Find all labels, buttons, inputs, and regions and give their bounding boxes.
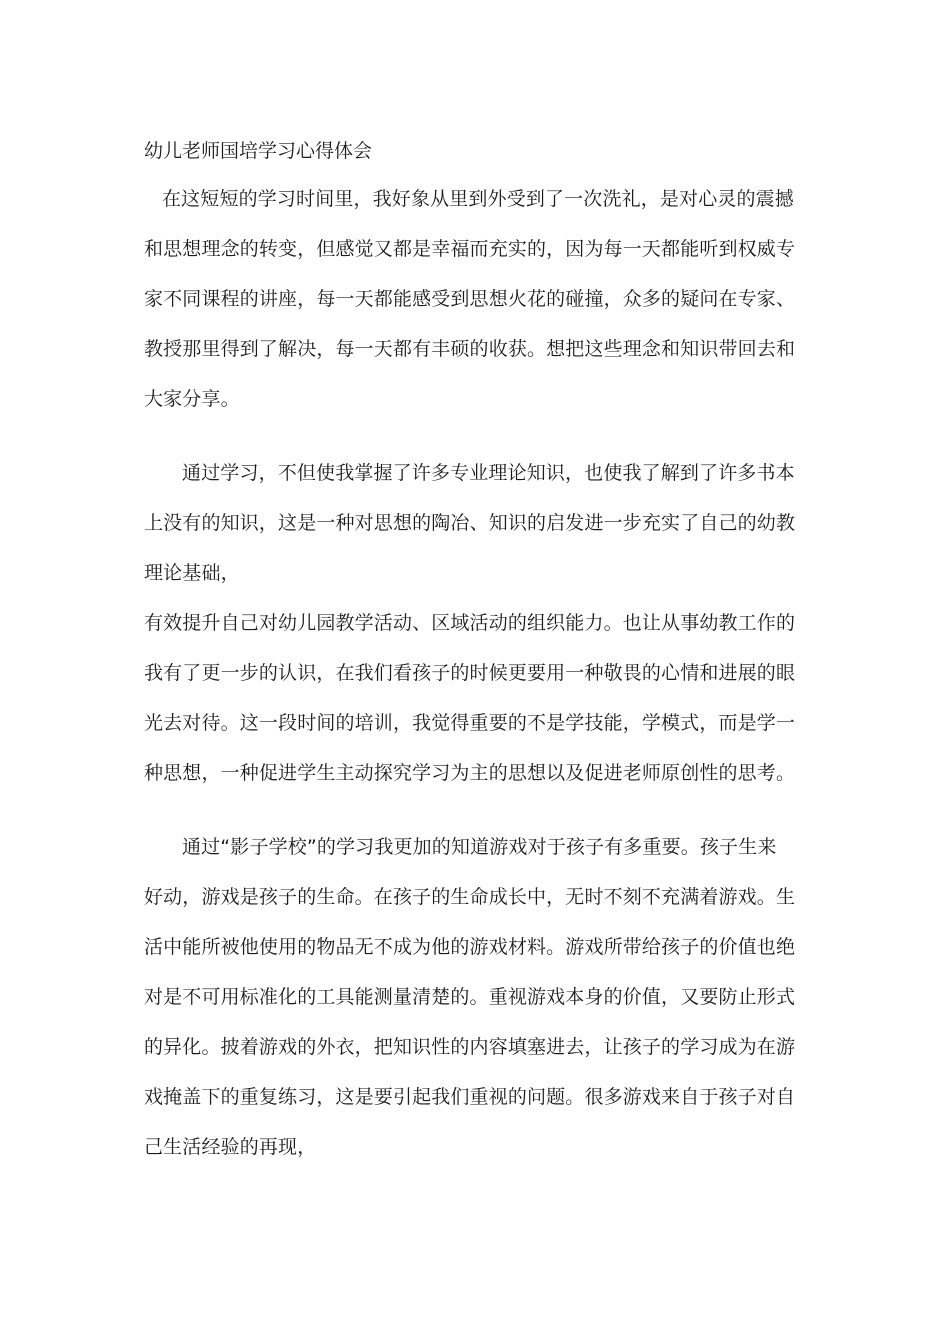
paragraph-3-line-6: 戏掩盖下的重复练习，这是要引起我们重视的问题。很多游戏来自于孩子对自 [144,1086,796,1108]
paragraph-3-line-1: 通过“影子学校”的学习我更加的知道游戏对于孩子有多重要。孩子生来 [182,836,777,858]
paragraph-3-line-2: 好动，游戏是孩子的生命。在孩子的生命成长中，无时不刻不充满着游戏。生 [144,886,796,908]
document-title: 幼儿老师国培学习心得体会 [144,140,373,162]
paragraph-3-line-4: 对是不可用标准化的工具能测量清楚的。重视游戏本身的价值，又要防止形式 [144,986,796,1008]
paragraph-1-line-2: 和思想理念的转变，但感觉又都是幸福而充实的，因为每一天都能听到权威专 [144,238,796,260]
paragraph-1-line-4: 教授那里得到了解决，每一天都有丰硕的收获。想把这些理念和知识带回去和 [144,338,796,360]
paragraph-2-line-2: 上没有的知识，这是一种对思想的陶冶、知识的启发进一步充实了自己的幼教 [144,512,796,534]
paragraph-2-line-4: 有效提升自己对幼儿园教学活动、区域活动的组织能力。也让从事幼教工作的 [144,612,796,634]
paragraph-3-line-5: 的异化。披着游戏的外衣，把知识性的内容填塞进去，让孩子的学习成为在游 [144,1036,796,1058]
paragraph-2-line-7: 种思想，一种促进学生主动探究学习为主的思想以及促进老师原创性的思考。 [144,762,796,784]
paragraph-2-line-6: 光去对待。这一段时间的培训，我觉得重要的不是学技能，学模式，而是学一 [144,712,796,734]
paragraph-1-line-5: 大家分享。 [144,388,240,410]
paragraph-2-line-1: 通过学习，不但使我掌握了许多专业理论知识，也使我了解到了许多书本 [182,462,795,484]
paragraph-1-line-3: 家不同课程的讲座，每一天都能感受到思想火花的碰撞，众多的疑问在专家、 [144,288,796,310]
paragraph-1-line-1: 在这短短的学习时间里，我好象从里到外受到了一次洗礼，是对心灵的震撼 [162,188,794,210]
paragraph-2-line-3: 理论基础， [144,562,240,584]
paragraph-3-line-7: 己生活经验的再现， [144,1136,317,1158]
paragraph-2-line-5: 我有了更一步的认识，在我们看孩子的时候更要用一种敬畏的心情和进展的眼 [144,662,796,684]
paragraph-3-line-3: 活中能所被他使用的物品无不成为他的游戏材料。游戏所带给孩子的价值也绝 [144,936,796,958]
